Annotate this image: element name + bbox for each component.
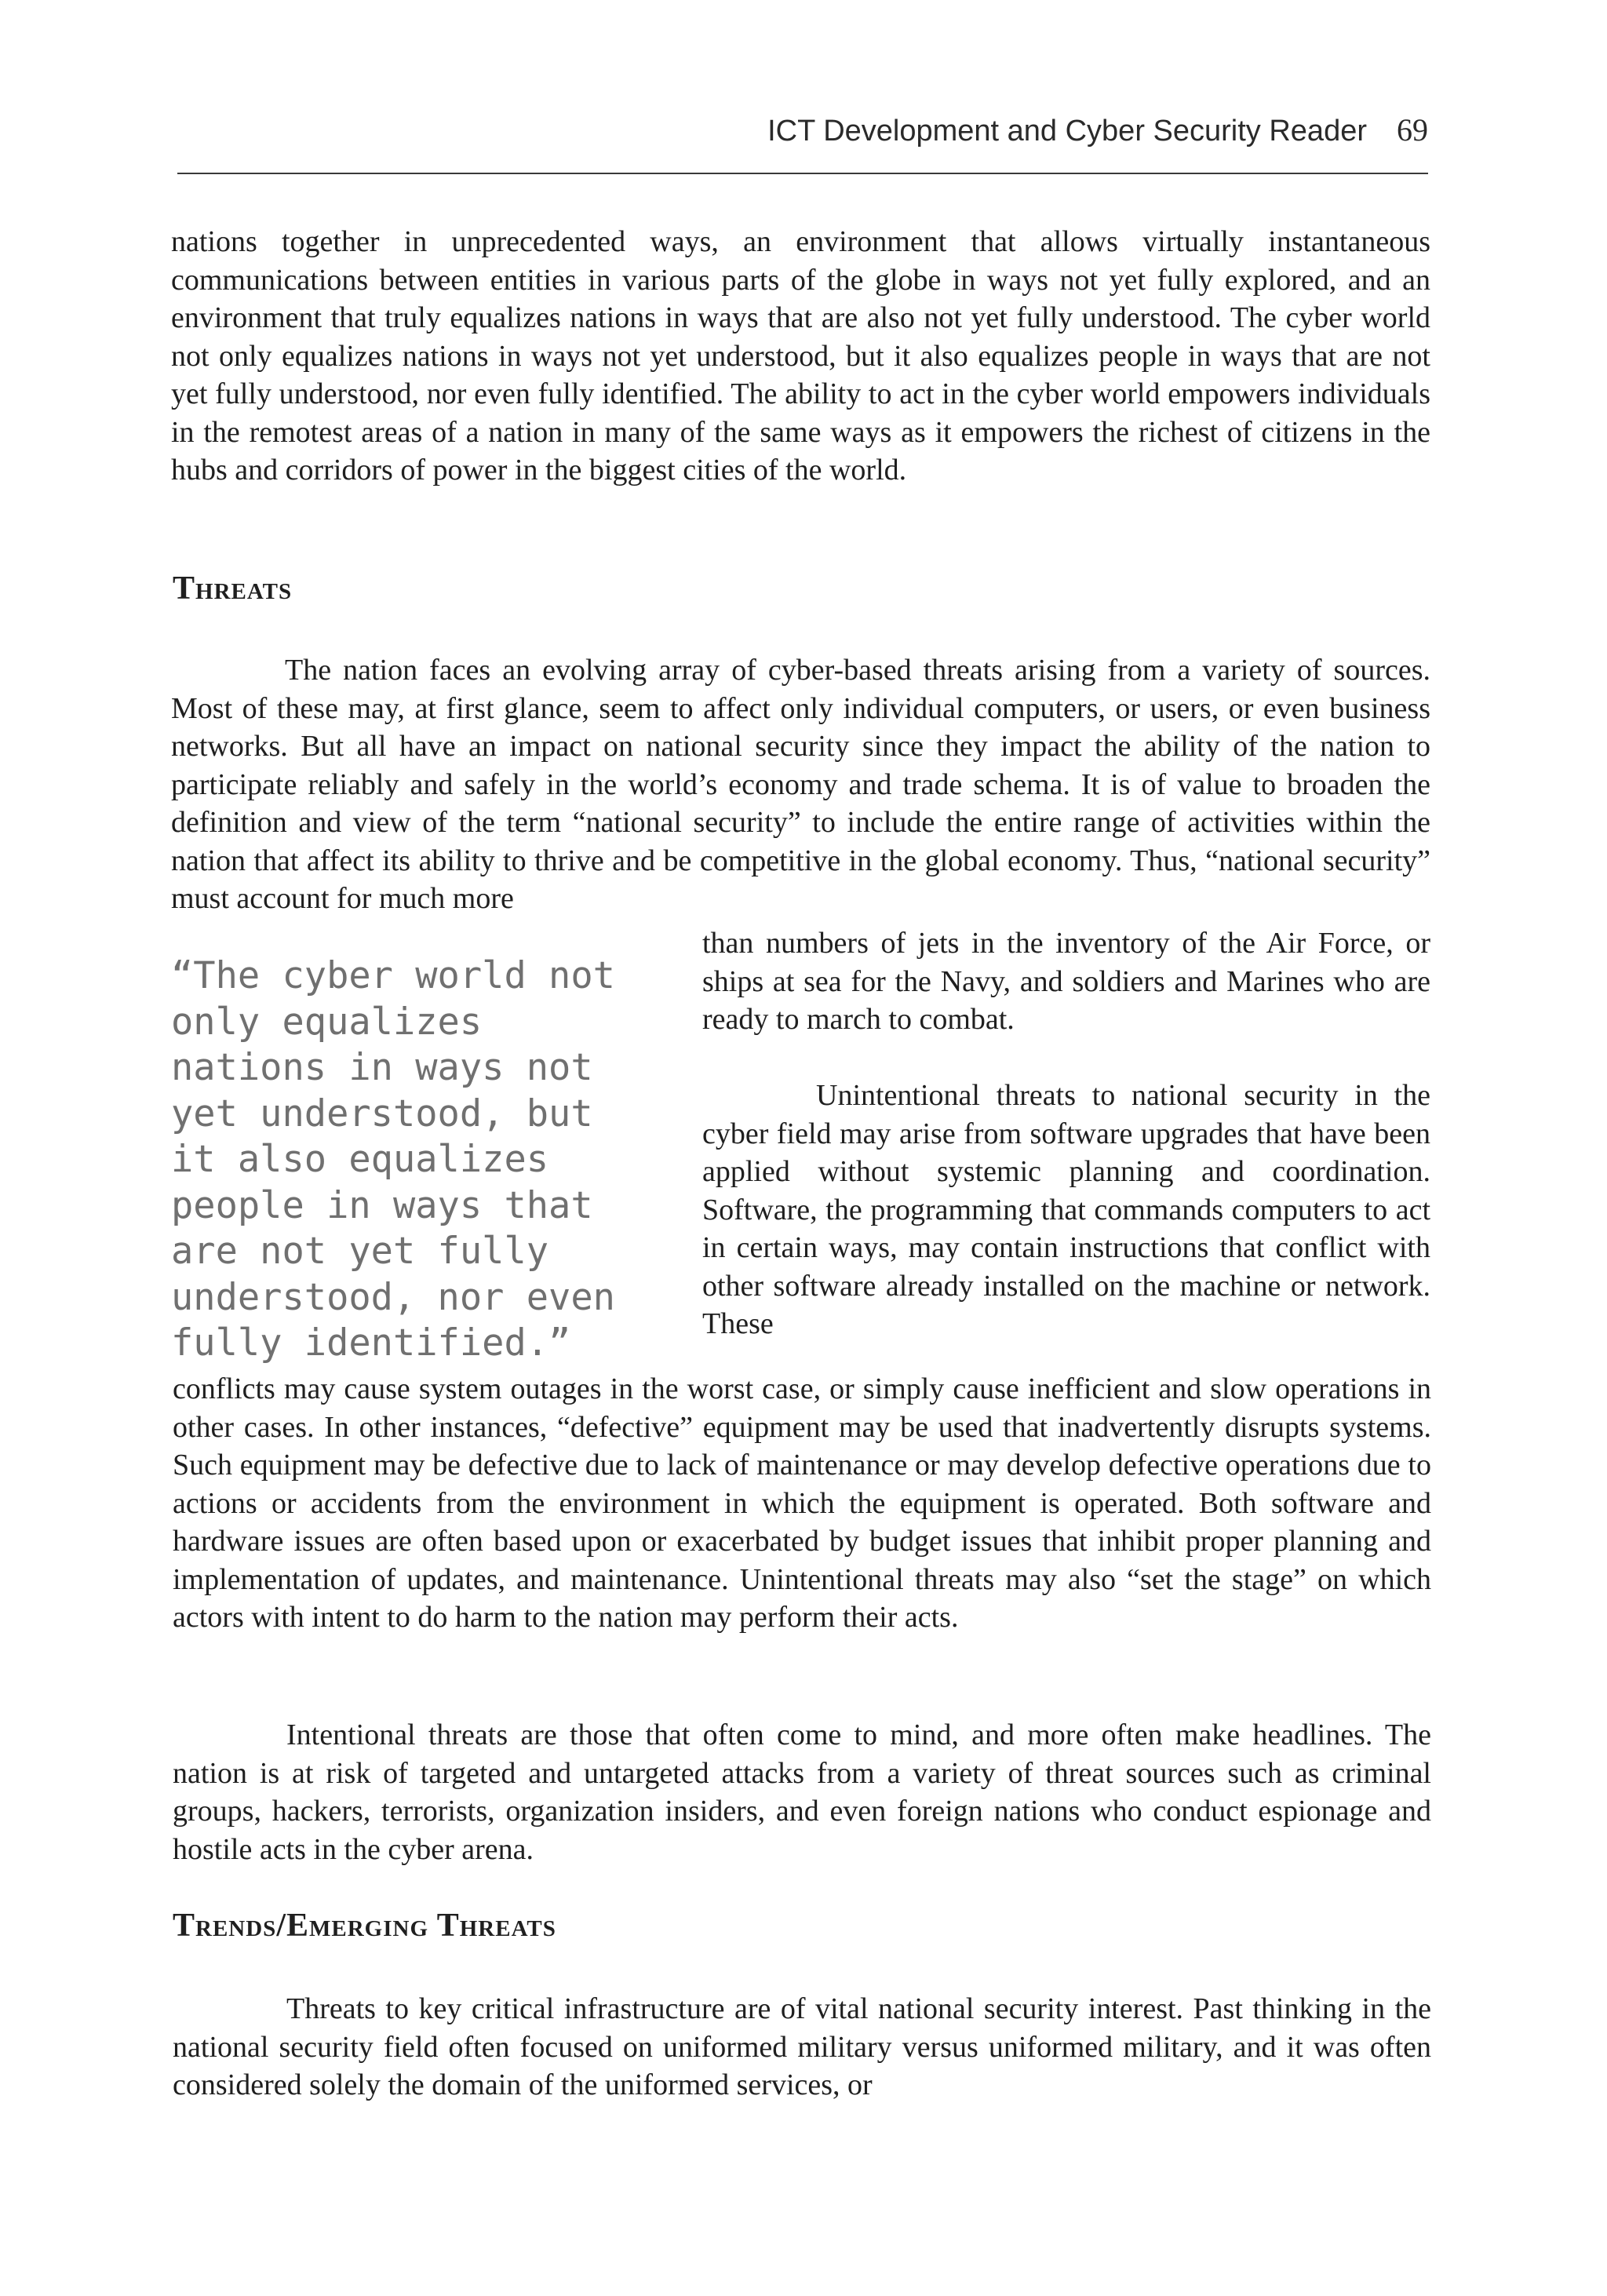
running-header [177, 111, 1428, 159]
running-title: ICT Development and Cyber Security Reader [767, 115, 1367, 148]
unintentional-threats-paragraph: Unintentional threats to national security in the cyber field may arise from software upgrades that have been applied without systemic planning and coordination. Software, the programming that commands computers to act in certain ways, may contain instructions that conflict with other software already installed on the machine or network. These [702, 1079, 1430, 1340]
page-number: 69 [1397, 112, 1428, 148]
unintentional-threats-paragraph-continued: conflicts may cause system outages in the worst case, or simply cause inefficient and slow operations in other cases. In other instances, “defective” equipment may be used that inadvertently disrupts systems. Such equipment may be defective due to lack of maintenance or may develop defective operations due to actions or accidents from the environment in which the equipment is operated. Both software and hardware issues are often based upon or exacerbated by budget issues that inhibit proper planning and implementation of updates, and maintenance. Unintentional threats may also “set the stage” on which actors with intent to do harm to the nation may perform their acts. [173, 1372, 1431, 1634]
threats-paragraph-continued: than numbers of jets in the inventory of the Air Force, or ships at sea for the Navy, and soldiers and Marines who are ready to march to combat. [702, 927, 1430, 1036]
section-heading-trends: Trends/Emerging Threats [173, 1908, 556, 1944]
section-heading-threats: Threats [173, 570, 293, 607]
trends-paragraph: Threats to key critical infrastructure are of vital national security interest. Past thinking in the national security field often focused on uniformed military versus uniformed military, and it was often considered solely the domain of the uniformed services, or [173, 1992, 1431, 2101]
pull-quote: “The cyber world not only equalizes nations in ways not yet understood, but it also equalizes people in ways that are not yet fully understood, nor even fully identified.” [171, 954, 615, 1365]
intentional-threats-paragraph: Intentional threats are those that often come to mind, and more often make headlines. The nation is at risk of targeted and untargeted attacks from a variety of threat sources such as criminal groups, hackers, terrorists, organization insiders, and even foreign nations who conduct espionage and hostile acts in the cyber arena. [173, 1718, 1431, 1866]
intro-paragraph: nations together in unprecedented ways, an environment that allows virtually instantaneous communications between entities in various parts of the globe in ways not yet fully explored, and an environment that truly equalizes nations in ways that are also not yet fully understood. The cyber world not only equalizes nations in ways not yet understood, but it also equalizes people in ways that are not yet fully understood, nor even fully identified. The ability to act in the cyber world empowers individuals in the remotest areas of a nation in many of the same ways as it empowers the richest of citizens in the hubs and corridors of power in the biggest cities of the world. [171, 225, 1430, 487]
threats-paragraph: The nation faces an evolving array of cyber-based threats arising from a variety of sources. Most of these may, at first glance, seem to affect only individual computers, or users, or even business networks. But all have an impact on national security since they impact the ability of the nation to participate reliably and safely in the world’s economy and trade schema. It is of value to broaden the definition and view of the term “national security” to include the entire range of activities within the nation that affect its ability to thrive and be competitive in the global economy. Thus, “national security” must account for much more [171, 654, 1430, 915]
header-rule [177, 173, 1428, 174]
